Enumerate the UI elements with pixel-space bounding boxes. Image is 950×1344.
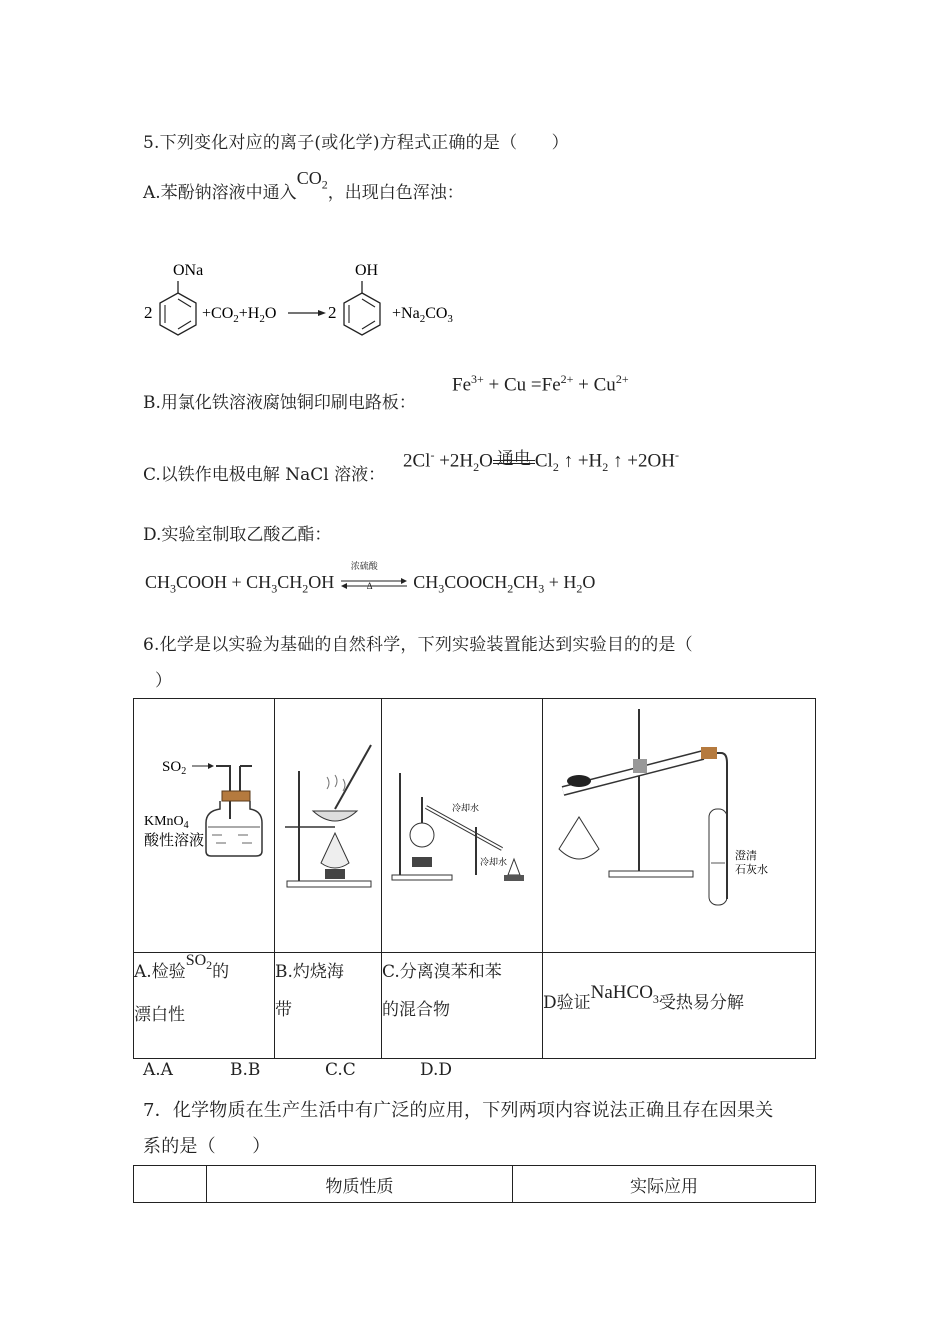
apparatus-c (382, 699, 543, 953)
q5-option-a-prefix: A.苯酚钠溶液中通入 (143, 183, 297, 203)
label-cooling-water-bottom: 冷却水 (480, 857, 508, 867)
apparatus-d (543, 699, 816, 953)
electrolysis-condition: 通电 (496, 449, 531, 469)
q6-experiment-table (133, 698, 816, 1059)
cell-option-d: D验证NaHCO$_3$受热易分解 (543, 953, 816, 1059)
q5-option-a (143, 168, 464, 207)
label-limewater-2: 石灰水 (735, 864, 768, 876)
condition-acid: 浓硫酸 (350, 561, 378, 572)
eq-a-na2co3: $+Na_2CO_3$ (392, 305, 453, 325)
q5-equation-d: $CH_3COOH + CH_3CH_2OH$ 浓硫酸 Δ $CH_3COOCH_2CH_3 + H_2O$ (145, 561, 596, 596)
q5-option-d: D.实验室制取乙酸乙酯： (143, 525, 332, 545)
label-cooling-water-top: 冷却水 (452, 803, 480, 813)
q5-option-b: B.用氯化铁溶液腐蚀铜印刷电路板： (143, 393, 416, 413)
q5-stem: 5.下列变化对应的离子(或化学)方程式正确的是（ ） (143, 133, 569, 153)
eq-a-oh: OH (355, 262, 379, 279)
crucible-heating-diagram (275, 699, 381, 947)
gas-washing-bottle-diagram (134, 699, 274, 947)
q6-stem-line2: ） (155, 671, 173, 691)
label-acidic-solution: 酸性溶液 (144, 833, 205, 849)
eq-a-co2: $+CO_2+H_2O$ (202, 305, 277, 325)
q7-stem-line2: 系的是（ ） (143, 1136, 271, 1157)
benzene-ring-phenoxide (160, 281, 196, 335)
apparatus-a (134, 699, 275, 953)
q7-header-property: 物质性质 (207, 1166, 513, 1203)
q6-choice-c[interactable]: C.C (325, 1060, 356, 1080)
q5-option-c: C.以铁作电极电解 NaCl 溶液： (143, 465, 386, 485)
reaction-arrow (288, 310, 326, 316)
reversible-arrow (339, 577, 409, 592)
eq-a-coef2: 2 (328, 303, 337, 322)
apparatus-b (275, 699, 382, 953)
q5-equation-b: $Fe^{3+} + Cu =Fe^{2+} + Cu^{2+}$ (452, 372, 629, 396)
label-limewater-1: 澄清 (735, 850, 757, 862)
q5-option-a-suffix: ，出现白色浑浊： (327, 183, 464, 203)
distillation-diagram (382, 699, 542, 947)
q7-table (133, 1165, 816, 1203)
q7-header-blank (134, 1166, 207, 1203)
q6-choice-d[interactable]: D.D (420, 1060, 453, 1080)
q5-equation-a (140, 255, 470, 345)
benzene-ring-phenol (344, 281, 380, 335)
cell-option-a: A.检验$SO_2$的 漂白性 (134, 953, 275, 1059)
q7-header-application: 实际应用 (513, 1166, 816, 1203)
label-kmno4: KMnO$_4$ (144, 814, 189, 831)
thermal-decomposition-diagram (543, 699, 815, 947)
eq-a-coef1: 2 (144, 303, 153, 322)
q5-equation-c: $2Cl^- +2H_2O$ 通电 $Cl_2$ ↑ $+H_2$ ↑ +2OH- (403, 448, 679, 475)
q5-option-a-gas: $CO_2$ (296, 168, 328, 192)
cell-option-c: C.分离溴苯和苯 的混合物 (382, 953, 543, 1059)
cell-option-b: B.灼烧海 带 (275, 953, 382, 1059)
eq-a-ona: ONa (173, 262, 204, 279)
q6-choice-b[interactable]: B.B (230, 1060, 261, 1080)
q6-stem-line1: 6.化学是以实验为基础的自然科学，下列实验装置能达到实验目的的是（ (143, 635, 693, 655)
condition-heat: Δ (366, 581, 373, 592)
q7-stem-line1: 7．化学物质在生产生活中有广泛的应用，下列两项内容说法正确且存在因果关 (143, 1100, 774, 1121)
q6-choice-a[interactable]: A.A (143, 1060, 173, 1080)
label-so2: $SO_2$ (162, 759, 187, 777)
